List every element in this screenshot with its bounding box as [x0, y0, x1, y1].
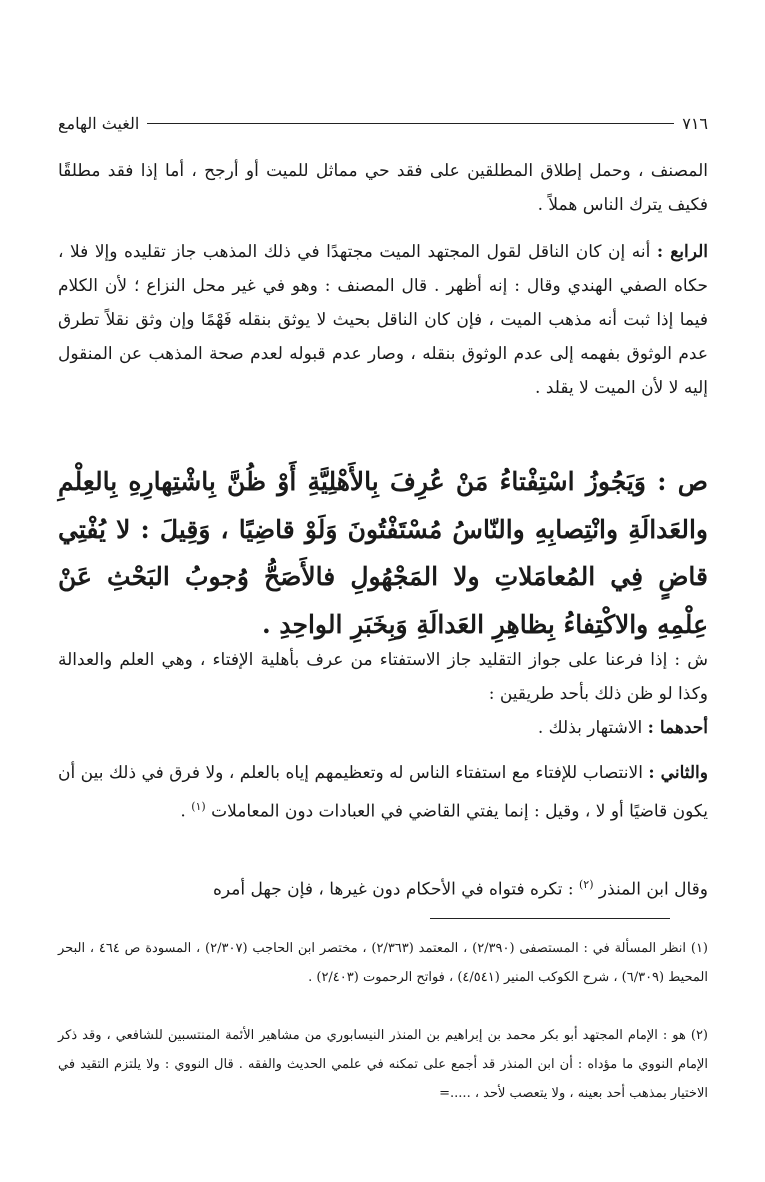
second-lead: والثاني :: [648, 763, 708, 783]
second-tail: .: [180, 801, 186, 822]
first-lead: أحدهما :: [647, 718, 708, 738]
running-header: [58, 114, 708, 133]
header-rule: [147, 123, 674, 124]
footnote-ref-2[interactable]: (٢): [579, 878, 594, 891]
sharh-paragraph: [58, 643, 708, 711]
footnote-2: [58, 1021, 708, 1108]
paragraph-continuation: [58, 154, 708, 222]
footnote-1-text: (١) انظر المسألة في : المستصفى (٢/٣٩٠) ، المعتمد (٢/٣٦٣) ، مختصر ابن الحاجب (٢/٣٠٧) ، المسودة ص ٤٦٤ ، البحر المحيط (٦/٣٠٩) ، شرح الكوكب المنير (٤/٥٤١) ، فواتح الرحموت (٢/٤٠٣) .: [58, 941, 708, 985]
paragraph-lead: الرابع :: [656, 242, 708, 262]
footnote-separator: [430, 918, 670, 919]
footnote-1: [58, 934, 708, 992]
first-way-paragraph: [58, 711, 708, 745]
footnote-2-text: (٢) هو : الإمام المجتهد أبو بكر محمد بن إبراهيم بن المنذر النيسابوري من مشاهير الأئمة المنتسبين للشافعي ، وقد ذكر الإمام النووي ما مؤداه : أن ابن المنذر قد أجمع على تمكنه في علمي الحديث والفقه . قال النووي : ولا يلتزم التقيد في الاختيار بمذهب أحد بعينه ، ولا يتعصب لأحد ، .....=: [58, 1028, 708, 1101]
second-way-paragraph: [58, 756, 708, 829]
sharh-text: ش : إذا فرعنا على جواز التقليد جاز الاستفتاء من عرف بأهلية الإفتاء ، وهي العلم والعدالة وكذا لو ظن ذلك بأحد طريقين :: [58, 650, 708, 704]
last-text-a: وقال ابن المنذر: [598, 879, 708, 900]
paragraph-text: أنه إن كان الناقل لقول المجتهد الميت مجتهدًا في ذلك المذهب جاز تقليده وإلا فلا ، حكاه الصفي الهندي وقال : إنه أظهر . قال المصنف : وهو في غير محل النزاع ؛ لأن الكلام فيما إذا ثبت أنه مذهب الميت ، فإن كان الناقل بحيث لا يوثق بنقله فَهْمًا وإن وثق نقلاً تطرق عدم الوثوق بفهمه إلى عدم الوثوق بنقله ، وصار عدم قبوله لعدم صحة المذهب عن المنقول إليه لا لأن الميت لا يقلد .: [58, 242, 708, 398]
matn-lead: ص :: [657, 467, 708, 496]
page-number: ٧١٦: [682, 114, 708, 133]
footnote-ref-1[interactable]: (١): [191, 800, 206, 813]
book-title: الغيث الهامع: [58, 114, 140, 133]
last-paragraph: [58, 868, 708, 907]
paragraph-fourth: [58, 235, 708, 405]
second-text: الانتصاب للإفتاء مع استفتاء الناس له وتعظيمهم إياه بالعلم ، ولا فرق في ذلك بين أن يكون قاضيًا أو لا ، وقيل : إنما يفتي القاضي في العبادات دون المعاملات: [58, 763, 708, 822]
first-text: الاشتهار بذلك .: [537, 718, 643, 738]
matn-text: [58, 458, 708, 648]
matn-body: وَيَجُوزُ اسْتِفْتاءُ مَنْ عُرِفَ بِالأَهْلِيَّةِ أَوْ ظُنَّ بِاشْتِهارِهِ بِالعِلْمِ والعَدالَةِ وانْتِصابِهِ والنّاسُ مُسْتَفْتُونَ وَلَوْ قاضِيًا ، وَقِيلَ : لا يُفْتِي قاضٍ فِي المُعامَلاتِ ولا المَجْهُولِ فالأَصَحُّ وُجوبُ البَحْثِ عَنْ عِلْمِهِ والاكْتِفاءُ بِظاهِرِ العَدالَةِ وَبِخَبَرِ الواحِدِ .: [58, 467, 708, 639]
last-text-b: : تكره فتواه في الأحكام دون غيرها ، فإن جهل أمره: [213, 879, 574, 900]
paragraph-text: المصنف ، وحمل إطلاق المطلقين على فقد حي مماثل للميت أو أرجح ، أما إذا فقد مطلقًا فكيف يترك الناس هملاً .: [58, 161, 708, 215]
